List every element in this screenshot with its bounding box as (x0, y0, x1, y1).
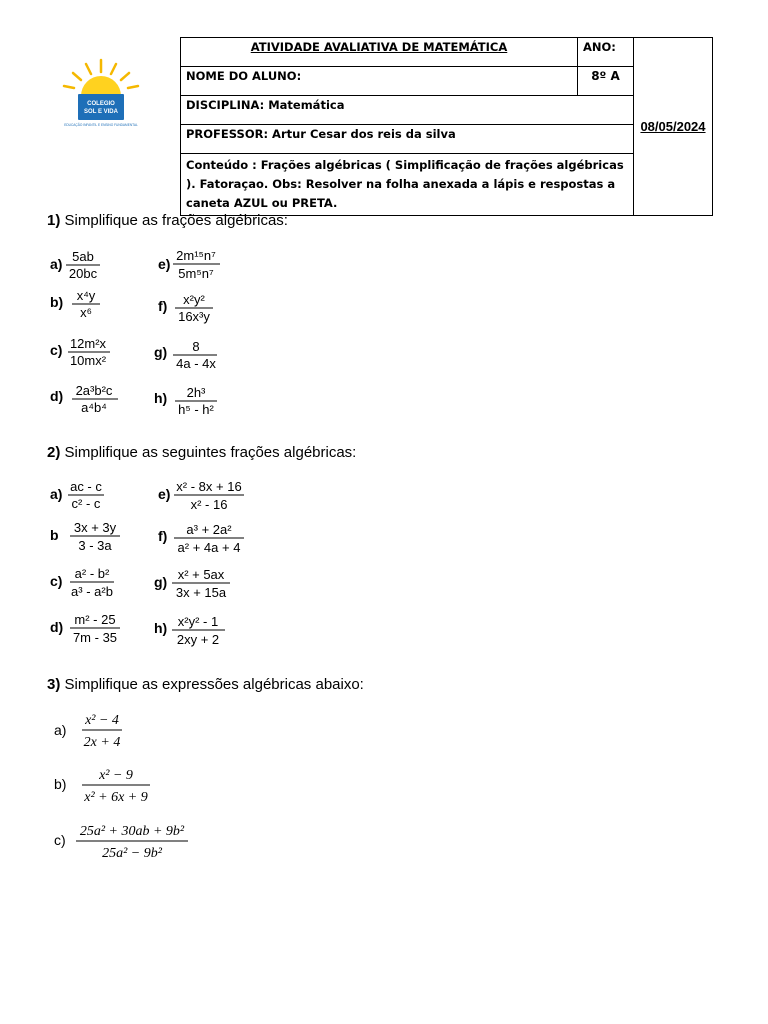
fraction-label: a) (50, 486, 63, 502)
fraction-1c (50, 336, 110, 368)
question-2 (47, 444, 356, 461)
header-table (180, 37, 713, 216)
question-3 (47, 676, 364, 693)
question-1 (47, 212, 288, 229)
fraction-numerator: 25a² + 30ab + 9b² (79, 824, 185, 839)
fraction-denominator: x² + 6x + 9 (84, 790, 148, 805)
fraction-numerator: x⁴y (76, 288, 96, 303)
fraction-numerator: 2h³ (186, 385, 206, 400)
school-logo (58, 56, 144, 132)
fraction-label: a) (50, 256, 63, 272)
class-grade: 8º A (578, 67, 634, 96)
fraction-2f (158, 522, 244, 555)
fraction-denominator: 10mx² (69, 353, 107, 368)
fraction-numerator: a³ + 2a² (186, 522, 232, 537)
question-text: Simplifique as expressões algébricas abaixo: (64, 676, 364, 693)
fraction-1e (158, 248, 220, 281)
fraction-2a (50, 479, 104, 511)
svg-text:COLEGIO: COLEGIO (87, 101, 115, 107)
svg-text:SOL E VIDA: SOL E VIDA (84, 109, 118, 115)
fraction-denominator: 2x + 4 (83, 735, 121, 750)
fraction-label: h) (154, 620, 168, 636)
fraction-denominator: a² + 4a + 4 (177, 540, 241, 555)
fraction-numerator: a² - b² (74, 566, 110, 581)
fraction-label: f) (158, 298, 168, 314)
fraction-label: d) (50, 388, 64, 404)
fraction-1d (50, 383, 118, 415)
fraction-denominator: 4a - 4x (176, 356, 216, 371)
teacher: PROFESSOR: Artur Cesar dos reis da silva (181, 125, 634, 154)
fraction-numerator: x²y² (183, 292, 205, 307)
fraction-numerator: x²y² - 1 (177, 614, 219, 629)
fraction-label: a) (54, 722, 67, 738)
subject: DISCIPLINA: Matemática (181, 96, 634, 125)
fraction-numerator: x² - 8x + 16 (176, 479, 242, 494)
fraction-3b (54, 768, 150, 805)
fraction-numerator: 2m¹⁵n⁷ (176, 248, 216, 263)
date: 08/05/2024 (634, 38, 713, 216)
exercise-set-1-fractions (50, 248, 250, 418)
exercise-set-2 (50, 478, 260, 658)
fraction-3c (54, 824, 188, 861)
fraction-label: c) (54, 832, 66, 848)
question-number: 1) (47, 212, 61, 229)
fraction-1f (158, 292, 213, 324)
fraction-numerator: 8 (192, 339, 200, 354)
fraction-label: b) (50, 294, 64, 310)
exercise-set-3 (54, 708, 254, 873)
fraction-1b (50, 288, 100, 320)
fraction-denominator: 3 - 3a (78, 538, 112, 553)
fraction-denominator: x⁶ (80, 305, 92, 320)
year-label: ANO: (578, 38, 634, 67)
fraction-label: h) (154, 390, 168, 406)
fraction-denominator: 16x³y (178, 309, 210, 324)
fraction-label: g) (154, 574, 168, 590)
fraction-3a (54, 713, 122, 750)
question-text: Simplifique as frações algébricas: (64, 212, 288, 229)
fraction-label: f) (158, 528, 168, 544)
fraction-numerator: 3x + 3y (73, 520, 117, 535)
fraction-numerator: x² − 9 (99, 768, 133, 783)
fraction-denominator: 5m⁵n⁷ (178, 266, 214, 281)
fraction-denominator: 2xy + 2 (176, 632, 220, 647)
fraction-1h (154, 385, 217, 417)
fraction-denominator: 20bc (68, 266, 98, 281)
fraction-denominator: x² - 16 (190, 497, 228, 512)
fraction-2e (158, 479, 244, 512)
fraction-denominator: c² - c (71, 496, 101, 511)
question-number: 3) (47, 676, 61, 693)
svg-text:EDUCAÇÃO INFANTIL E ENSINO FUN: EDUCAÇÃO INFANTIL E ENSINO FUNDAMENTAL (64, 123, 138, 127)
fraction-label: c) (50, 573, 63, 589)
fraction-denominator: 25a² − 9b² (102, 846, 162, 861)
fraction-label: b (50, 527, 59, 543)
fraction-2c (50, 566, 114, 599)
fraction-numerator: 5ab (72, 249, 94, 264)
fraction-numerator: m² - 25 (74, 612, 116, 627)
fraction-numerator: ac - c (70, 479, 102, 494)
exercise-set-2-fractions (50, 478, 260, 653)
fraction-label: g) (154, 344, 168, 360)
exercise-set-3-fractions (54, 708, 254, 868)
fraction-numerator: 12m²x (69, 336, 107, 351)
fraction-numerator: x² − 4 (85, 713, 119, 728)
fraction-1g (154, 339, 217, 371)
fraction-label: c) (50, 342, 63, 358)
fraction-2h (154, 614, 225, 647)
fraction-denominator: 3x + 15a (175, 585, 227, 600)
fraction-denominator: a³ - a²b (71, 584, 113, 599)
fraction-2g (154, 567, 230, 600)
fraction-numerator: x² + 5ax (177, 567, 225, 582)
fraction-2b (50, 520, 120, 553)
fraction-label: e) (158, 256, 171, 272)
exercise-set-1 (50, 248, 250, 423)
fraction-label: b) (54, 776, 67, 792)
fraction-2d (50, 612, 120, 645)
student-name-field[interactable]: NOME DO ALUNO: (181, 67, 578, 96)
content-description: Conteúdo : Frações algébricas ( Simplificação de frações algébricas ). Fatoraçao. Obs: Resolver na folha anexada a lápis e respostas a caneta AZUL ou PRETA. (181, 154, 634, 216)
fraction-1a (50, 249, 100, 281)
fraction-label: d) (50, 619, 64, 635)
activity-title: ATIVIDADE AVALIATIVA DE MATEMÁTICA (181, 38, 578, 67)
fraction-denominator: 7m - 35 (72, 630, 118, 645)
fraction-denominator: a⁴b⁴ (81, 400, 107, 415)
question-number: 2) (47, 444, 61, 461)
fraction-denominator: h⁵ - h² (178, 402, 214, 417)
fraction-label: e) (158, 486, 171, 502)
question-text: Simplifique as seguintes frações algébricas: (64, 444, 357, 461)
fraction-numerator: 2a³b²c (75, 383, 113, 398)
